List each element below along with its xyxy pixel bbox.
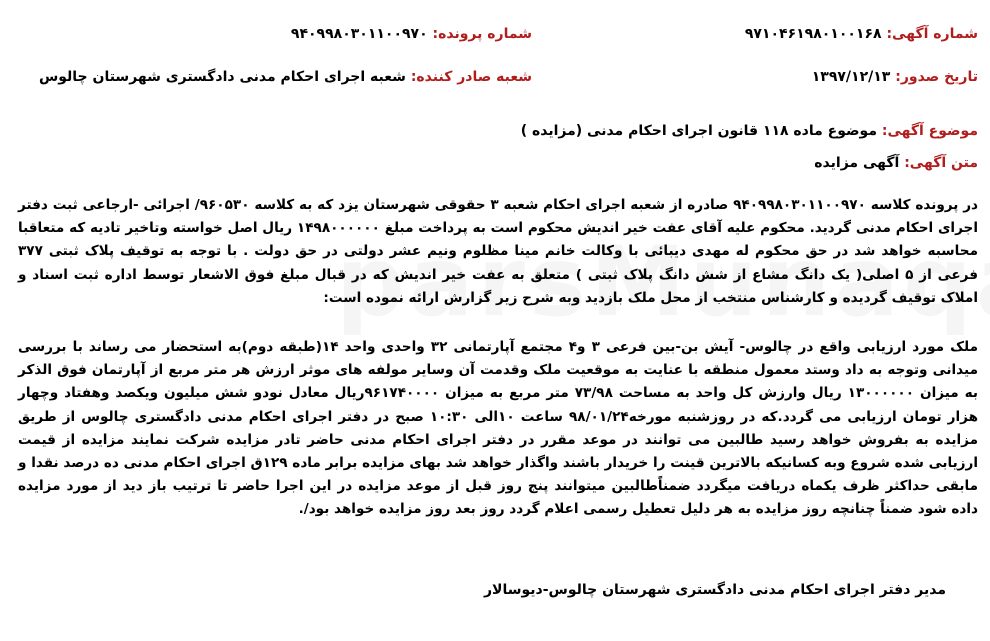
- issuing-branch-value: شعبه اجرای احکام مدنی دادگستری شهرستان چالوس: [38, 69, 406, 85]
- auction-notice: [6, 6, 982, 635]
- issue-date-row: [812, 69, 978, 85]
- ad-number-row: [745, 26, 978, 42]
- subject-value: موضوع ماده ۱۱۸ قانون اجرای احکام مدنی (مزایده ): [520, 123, 877, 139]
- issue-date-value: ۱۳۹۷/۱۲/۱۳: [811, 69, 891, 85]
- subject-label: موضوع آگهی:: [881, 123, 978, 139]
- notice-text-value: آگهی مزایده: [814, 155, 900, 171]
- file-number-row: [291, 26, 532, 42]
- notice-text-label: متن آگهی:: [904, 155, 978, 171]
- subject-row: [521, 123, 978, 139]
- file-number-value: ۹۴۰۹۹۸۰۳۰۱۱۰۰۹۷۰: [290, 26, 428, 42]
- issuing-branch-label: شعبه صادر کننده:: [410, 69, 532, 85]
- body-paragraph-1: در پرونده کلاسه ۹۴۰۹۹۸۰۳۰۱۱۰۰۹۷۰ صادره از شعبه اجرای احکام شعبه ۳ حقوقی شهرستان یزد که به کلاسه ۹۶۰۵۳۰/ اجرائی -ارجاعی ثبت دفتر اجرای احکام مدنی گردید. محکوم علیه آقای عفت خیر اندیش محکوم است به پرداخت مبلغ ۱۴۹۸۰۰۰۰۰۰ ریال اصل خواسته وتاخیر تادیه که متعاقبا محاسبه خواهد شد در حق محکوم له مهدی دیبائی با وکالت خانم مینا مظلوم ونیم عشر دولتی در حق دولت . با توجه به توقیف پلاک ثبتی ۳۷۷ فرعی از ۵ اصلی( یک دانگ مشاع از شش دانگ پلاک ثبتی ) متعلق به عفت خیر اندیش که در قبال مبلغ فوق الاشعار توسط اداره ثبت اسناد و املاک توقیف گردیده و کارشناس منتخب از محل ملک بازدید وبه شرح زیر گزارش ارائه نموده است:: [18, 197, 978, 306]
- notice-text-row: [814, 155, 978, 171]
- ad-number-label: شماره آگهی:: [886, 26, 978, 42]
- ad-number-value: ۹۷۱۰۴۶۱۹۸۰۱۰۰۱۶۸: [744, 26, 882, 42]
- issuing-branch-row: [39, 69, 532, 85]
- file-number-label: شماره پرونده:: [432, 26, 532, 42]
- signature: مدیر دفتر اجرای احکام مدنی دادگستری شهرستان چالوس-دیوسالار: [483, 582, 946, 598]
- issue-date-label: تاریخ صدور:: [895, 69, 978, 85]
- body-paragraph-2: ملک مورد ارزیابی واقع در چالوس- آیش بن-بین فرعی ۳ و۴ مجتمع آپارتمانی ۳۲ واحدی واحد ۱۴(طبقه دوم)به استحضار می رساند با بررسی میدانی وتوجه به داد وستد معمول منطقه با عنایت به موقعیت ملک وقدمت آن وسایر مولفه های موثر ارزش هر متر مربع از آپارتمان فوق الذکر به میزان ۱۳۰۰۰۰۰۰ ریال وارزش کل واحد به مساحت ۷۳/۹۸ متر مربع به میزان ۹۶۱۷۴۰۰۰۰ریال معادل نودو شش میلیون ویکصد وهفتاد وچهار هزار تومان ارزیابی می گردد.که در روزشنبه مورخه۹۸/۰۱/۲۴ ساعت ۱۰الی ۱۰:۳۰ صبح در دفتر اجرای احکام مدنی دادگستری چالوس از طریق مزایده به بفروش خواهد رسید طالبین می توانند در موعد مقرر در دفتر اجرای احکام مدنی حاضر تادر مزایده شرکت نمایند مزایده از قیمت ارزیابی شده شروع وبه کسانیکه بالاترین قینت را خریدار باشند واگذار خواهد شد بهای مزایده برابر ماده ۱۲۹ق اجرای احکام مدنی ده درصد نقدا و مابقی حداکثر ظرف یکماه دریافت میگردد ضمناًطالبین میتوانند پنج روز قبل از موعد مزایده در این اجرا حاضر تا ترتیب باز دید از مورد مزایده داده شود ضمناً چنانچه روز مزایده به هر دلیل تعطیل رسمی اعلام گردد روز بعد روز مزایده خواهد بود/.: [18, 339, 979, 518]
